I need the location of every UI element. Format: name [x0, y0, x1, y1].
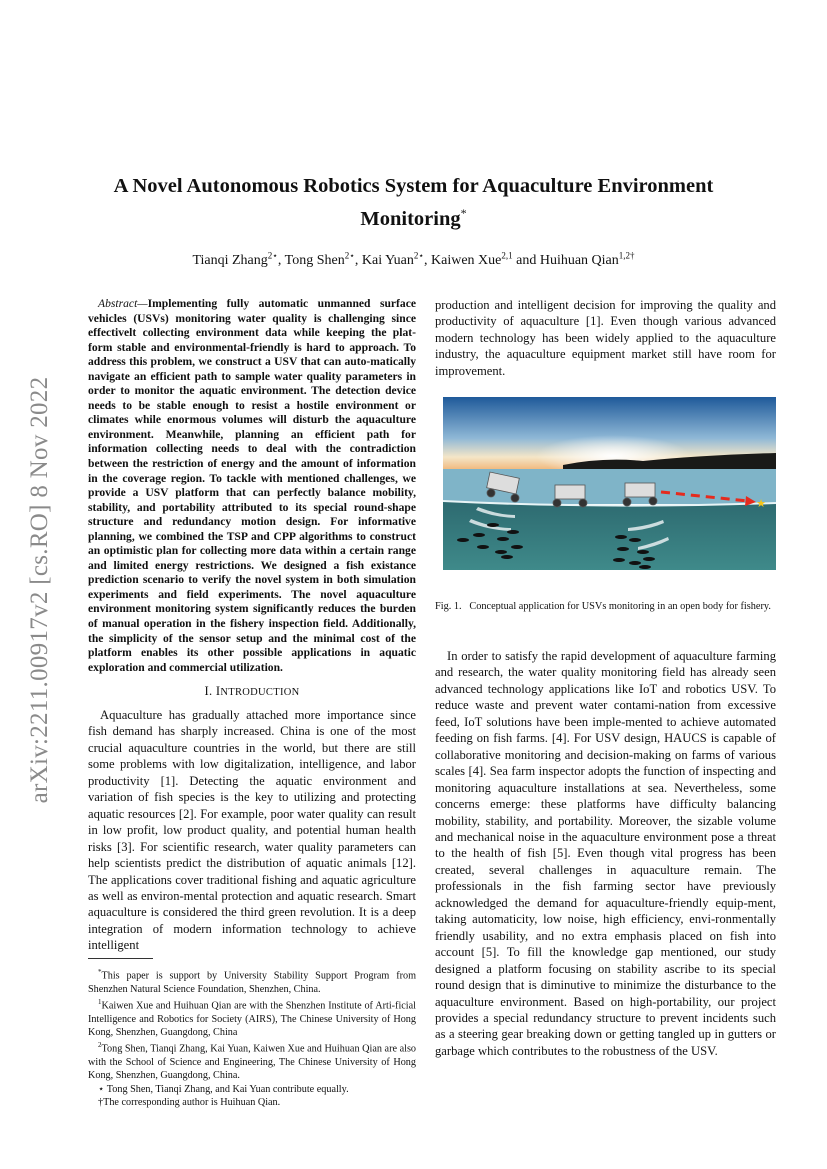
author: Huihuan Qian$^{1,2\dagger}$: [539, 250, 635, 268]
section-heading-introduction: I. INTRODUCTION: [204, 684, 300, 698]
paper-title: [100, 173, 727, 233]
footnote: $^2$Tong Shen, Tianqi Zhang, Kai Yuan, Kaiwen Xue and Huihuan Qian are also with the School of Science and Engineering, The Chinese University of Hong Kong, Shenzhen, Guangdong, China.: [88, 1041, 416, 1082]
target-star-icon: ★: [756, 498, 766, 510]
author: Kai Yuan$^{2⋆}$,: [361, 250, 431, 268]
title-text: A Novel Autonomous Robotics System for Aquaculture Environment Monitoring: [113, 175, 714, 230]
footnote: *This paper is support by University Stability Support Program from Shenzhen Natural Science Foundation, Shenzhen, China.: [88, 968, 416, 995]
paragraph: In order to satisfy the rapid development of aquaculture farming and research, the water quality monitoring field has already seen advanced technology applications like IoT and robotics USV. To reduce waste and prevent water contami-nation from excessive feed, IoT solutions have been imple-mented to achieve automated feeding on fish farms. [4]. For USV design, HAUCS is capable of collaborative monitoring and decision-making on farms of various scales [4]. Sea farm inspector adopts the function of inspecting and monitoring aquaculture installations at sea. Nevertheless, some concerns emerge: these platforms have difficulty balancing mobility, stability, and portability. Moreover, the sizable volume and mechanical noise in the aquaculture environment pose a threat to the health of fish [5]. Even though vital progress has been created, several challenges in aquaculture remain. The professionals in the fish farming sector have previously acknowledged the demand for aquaculture-friendly equip-ment, taking automaticity, low noise, high efficiency, envi-ronmentally friendly usability, and no extra emphasis placed on fish into account [5]. To fill the knowledge gap mentioned, our study designed a platform focusing on stability ascribe to its special round design that is diminutive to minimize the disturbance to the aquaculture environment. Based on high-portability, our project provides a special redundancy structure to prevent incidents such as a steering gear breaking down or getting tangled up in gutters or garbage which contributes to the robustness of the USV.: [435, 649, 776, 1058]
footnote: $^1$Kaiwen Xue and Huihuan Qian are with the Shenzhen Institute of Arti-ficial Intelligence and Robotics for Society (AIRS), The Chinese University of Hong Kong, Shenzhen, Guangdong, China: [88, 997, 416, 1038]
intro-left-column: [88, 707, 416, 954]
footnote: ⋆ Tong Shen, Tianqi Zhang, and Kai Yuan contribute equally.: [98, 1083, 349, 1095]
caption-label: Fig. 1.: [435, 601, 462, 612]
footnote: †The corresponding author is Huihuan Qian.: [98, 1096, 281, 1108]
footnote-rule: [88, 958, 153, 959]
intro-right-column: [435, 648, 776, 1059]
paragraph: Aquaculture has gradually attached more importance since fish demand has sharply increased. China is one of the most crucial aquaculture countries in the world, but there are still some problems with low digitalization, intelligence, and labor productivity [1]. Detecting the aquatic environment and variation of fish species is the key to utilizing and protecting aquatic resources [2]. For example, poor water quality can result in low profit, low product quality, and potential human health risks [3]. For scientific research, water quality parameters can help scientists predict the distribution of aquatic animals [12]. The applications cover traditional fishing and aquatic agriculture as well as environ-mental protection and aquatic research. Smart aquaculture is considered the third green revolution. It is a deep integration of modern information technology to achieve intelligent: [88, 708, 416, 953]
underwater: [443, 501, 776, 570]
footnotes: [88, 966, 416, 1109]
figure-1-caption: [435, 600, 776, 613]
caption-text: Conceptual application for USVs monitoring in an open body for fishery.: [469, 601, 771, 612]
title-footnote-mark: *: [460, 206, 467, 220]
abstract-label: Abstract—: [98, 297, 148, 310]
author: Tong Shen$^{2⋆}$,: [284, 250, 362, 268]
arxiv-stamp: arXiv:2211.00917v2 [cs.RO] 8 Nov 2022: [26, 376, 53, 804]
author-list: [80, 250, 747, 269]
intro-right-top: [435, 297, 776, 379]
figure-1-image: [443, 397, 776, 570]
abstract: [88, 297, 416, 675]
abstract-text: Implementing fully automatic unmanned surface vehicles (USVs) monitoring water quality is challenging since effectivelt collecting environment data while keeping the plat-form stable and environmental-friendly is hard to approach. To address this problem, we construct a USV that can auto-matically navigate an efficient path to sample water quality parameters in order to monitor the aquatic environment. The detection device needs to be stable enough to resist a hostile environment or climates while enormous volumes will disturb the aquaculture environment. Meanwhile, planning an efficient path for information collecting needs to deal with the contradiction between the restriction of energy and the amount of information in the coverage region. To tackle with mentioned challenges, we provide a USV platform that can perfectly balance mobility, stability, and portability attributed to its special round-shape structure and redundancy motion design. For informative planning, we combined the TSP and CPP algorithms to construct an optimistic plan for collecting more data within a certain range and limited energy restrictions. We designed a fish existance prediction scenario to verify the novel system in both simulation experiments and field experiments. The novel aquaculture environment monitoring system significantly reduces the burden of manual operation in the fishery inspection field. Additionally, the simplicity of the sensor setup and the minimal cost of the platform enables its other possible applications in aquatic exploration and commercial utilization.: [88, 297, 416, 674]
author: Tianqi Zhang$^{2⋆}$,: [192, 250, 285, 268]
author: Kaiwen Xue$^{2,1}$ and: [431, 250, 540, 268]
paragraph: production and intelligent decision for improving the quality and productivity of aquaculture [1]. Even though various advanced modern technology has been widely applied to the aquaculture industry, the aquaculture equipment market still have room for improvement.: [435, 298, 776, 378]
